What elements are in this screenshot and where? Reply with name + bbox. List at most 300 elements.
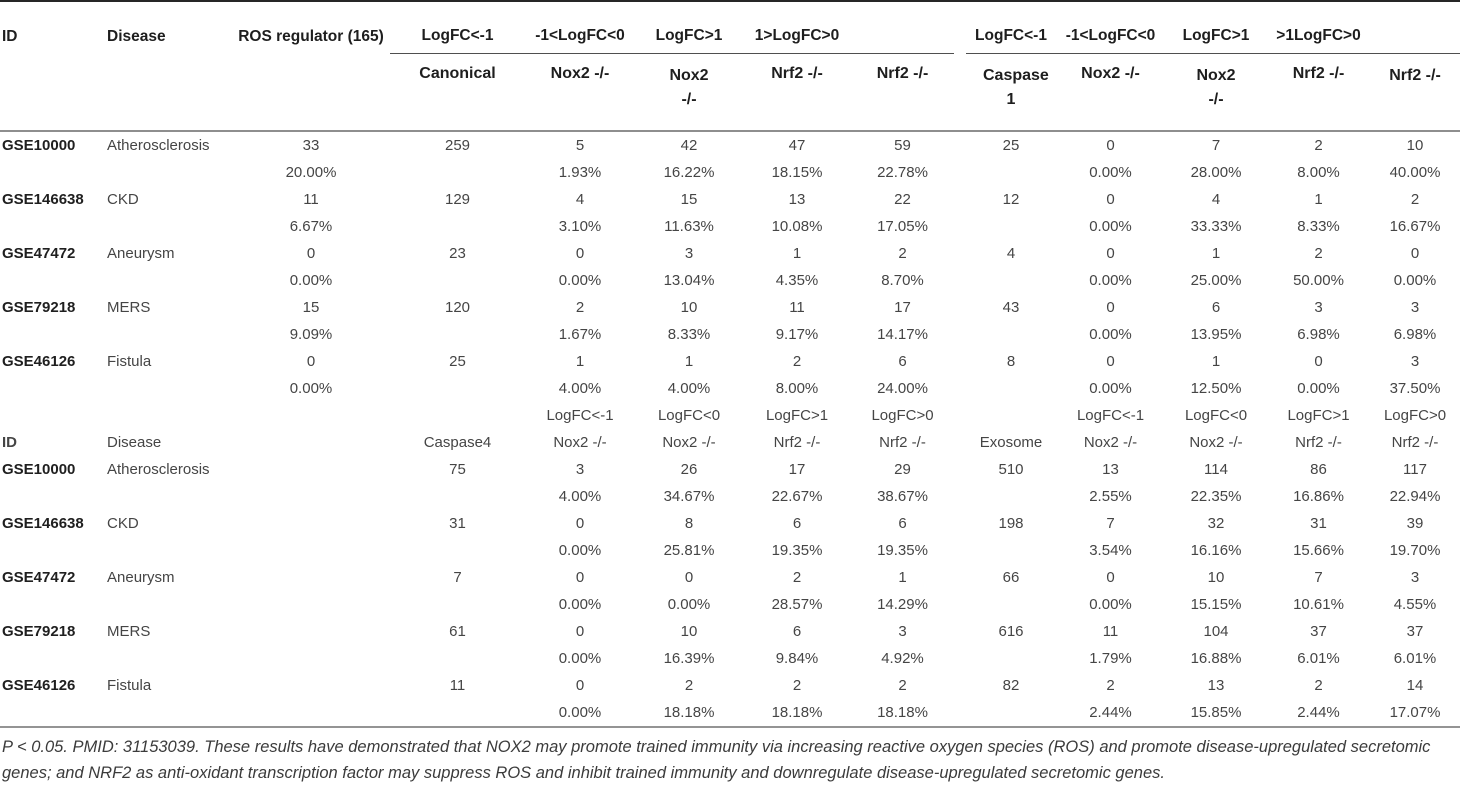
- value-cell: 0.00%: [1089, 271, 1132, 289]
- value-cell: 14: [1406, 676, 1424, 694]
- id-cell: [0, 483, 95, 510]
- id-cell: [0, 213, 95, 240]
- table-row: [0, 267, 1460, 294]
- value-cell: LogFC<0: [1184, 406, 1248, 424]
- value-cell: 16.22%: [663, 163, 715, 181]
- value-cell: 17: [894, 298, 911, 316]
- value-cell: 0: [575, 676, 585, 694]
- header-cell: [635, 54, 743, 132]
- value-cell: LogFC>1: [765, 406, 829, 424]
- value-cell: 6: [792, 622, 802, 640]
- value-cell: 10: [680, 622, 698, 640]
- value-cell: 0: [1106, 298, 1115, 316]
- id-cell: GSE10000: [2, 460, 76, 478]
- value-cell: LogFC>0: [871, 406, 934, 424]
- value-cell: [232, 699, 390, 726]
- value-cell: 120: [444, 298, 471, 316]
- disease-cell: [95, 537, 232, 564]
- value-cell: 34.67%: [663, 487, 715, 505]
- value-cell: Nrf2 -/-: [879, 433, 926, 451]
- value-cell: 11: [1102, 622, 1119, 640]
- value-cell: 7: [1211, 136, 1221, 154]
- id-cell: GSE10000: [2, 136, 76, 154]
- value-cell: 1.67%: [558, 325, 602, 343]
- value-cell: 4.00%: [667, 379, 711, 397]
- id-cell: [0, 402, 95, 429]
- value-cell: [966, 537, 1056, 564]
- value-cell: 10: [680, 298, 698, 316]
- spacer-cell: [954, 348, 966, 375]
- value-cell: 37.50%: [1389, 379, 1441, 397]
- value-cell: 37: [1310, 622, 1327, 640]
- value-cell: 18.18%: [771, 703, 823, 721]
- value-cell: 6.98%: [1297, 325, 1340, 343]
- value-cell: 6.67%: [289, 217, 333, 235]
- value-cell: 6: [792, 514, 802, 532]
- table-row: [0, 591, 1460, 618]
- value-cell: [390, 699, 525, 726]
- value-cell: 0.00%: [1089, 595, 1132, 613]
- table-row: [0, 483, 1460, 510]
- spacer-cell: [954, 672, 966, 699]
- header-cell: LogFC<-1: [390, 1, 525, 54]
- id-cell: GSE79218: [2, 622, 76, 640]
- spacer-cell: [954, 321, 966, 348]
- value-cell: 28.57%: [771, 595, 823, 613]
- id-cell: [0, 159, 95, 186]
- value-cell: 0: [1106, 568, 1115, 586]
- value-cell: 10.08%: [771, 217, 823, 235]
- id-cell: ID: [2, 27, 18, 45]
- value-cell: 1: [898, 568, 907, 586]
- header-cell: -1<LogFC<0: [1056, 1, 1165, 54]
- value-cell: 12: [1002, 190, 1020, 208]
- value-cell: 9.17%: [775, 325, 819, 343]
- value-cell: 2: [1314, 244, 1323, 262]
- disease-cell: [95, 483, 232, 510]
- value-cell: 15: [680, 190, 698, 208]
- disease-cell: [95, 267, 232, 294]
- value-cell: 18.18%: [663, 703, 715, 721]
- value-cell: 15.85%: [1190, 703, 1242, 721]
- spacer-cell: [954, 375, 966, 402]
- value-cell: 0.00%: [289, 379, 333, 397]
- value-cell: 2.44%: [1297, 703, 1340, 721]
- value-cell: 13.95%: [1190, 325, 1242, 343]
- table-row: [0, 510, 1460, 537]
- spacer-cell: [954, 402, 966, 429]
- value-cell: [390, 645, 525, 672]
- value-cell: Nrf2 -/-: [1295, 433, 1342, 451]
- value-cell: 3.10%: [558, 217, 602, 235]
- value-cell: 4.35%: [775, 271, 819, 289]
- value-cell: 24.00%: [877, 379, 928, 397]
- header-cell: [1370, 1, 1460, 54]
- id-cell: GSE146638: [2, 514, 84, 532]
- value-cell: [966, 213, 1056, 240]
- disease-cell: [95, 321, 232, 348]
- value-cell: [966, 699, 1056, 726]
- value-cell: 61: [449, 622, 466, 640]
- value-cell: [966, 321, 1056, 348]
- value-cell: 0.00%: [1089, 163, 1132, 181]
- value-cell: 7: [1314, 568, 1323, 586]
- header-cell: >1LogFC>0: [1267, 1, 1370, 54]
- value-cell: [966, 375, 1056, 402]
- value-cell: 13: [788, 190, 806, 208]
- value-cell: 3: [684, 244, 694, 262]
- value-cell: 510: [998, 460, 1024, 478]
- spacer-cell: [954, 591, 966, 618]
- value-cell: 8.00%: [1297, 163, 1340, 181]
- value-cell: 8: [1006, 352, 1016, 370]
- value-cell: 7: [453, 568, 462, 586]
- value-cell: 18.18%: [877, 703, 928, 721]
- id-cell: GSE46126: [2, 676, 76, 694]
- value-cell: 13: [1207, 676, 1225, 694]
- value-cell: [390, 213, 525, 240]
- table-row: [0, 159, 1460, 186]
- value-cell: 6: [1211, 298, 1221, 316]
- value-cell: [966, 267, 1056, 294]
- table-row: [0, 240, 1460, 267]
- value-cell: 29: [894, 460, 911, 478]
- id-cell: GSE47472: [2, 568, 76, 586]
- table-header: [0, 1, 1460, 131]
- value-cell: 0: [306, 352, 316, 370]
- value-cell: 28.00%: [1190, 163, 1242, 181]
- table-row: [0, 375, 1460, 402]
- header-cell: Nrf2 -/-: [851, 54, 954, 132]
- column-subheader: Nox2 -/-: [669, 67, 709, 108]
- value-cell: 3.54%: [1089, 541, 1132, 559]
- value-cell: [390, 321, 525, 348]
- disease-cell: Fistula: [107, 352, 152, 370]
- value-cell: 9.09%: [289, 325, 333, 343]
- table-row: [0, 456, 1460, 483]
- value-cell: 25.00%: [1190, 271, 1242, 289]
- value-cell: 16.39%: [663, 649, 715, 667]
- header-cell: LogFC<-1: [966, 1, 1056, 54]
- table-row: [0, 645, 1460, 672]
- value-cell: LogFC>1: [1287, 406, 1350, 424]
- value-cell: [232, 456, 390, 483]
- value-cell: 0.00%: [1297, 379, 1340, 397]
- table-row: [0, 429, 1460, 456]
- value-cell: 0.00%: [1089, 379, 1132, 397]
- value-cell: 0.00%: [558, 595, 602, 613]
- table-row: [0, 618, 1460, 645]
- value-cell: 616: [998, 622, 1024, 640]
- value-cell: 0.00%: [558, 271, 602, 289]
- value-cell: 22.35%: [1190, 487, 1242, 505]
- spacer-cell: [954, 213, 966, 240]
- id-cell: [0, 537, 95, 564]
- value-cell: 9.84%: [775, 649, 819, 667]
- disease-cell: [95, 699, 232, 726]
- id-cell: [0, 321, 95, 348]
- value-cell: 117: [1403, 460, 1427, 478]
- spacer-cell: [954, 564, 966, 591]
- value-cell: 32: [1207, 514, 1225, 532]
- table-row: [0, 321, 1460, 348]
- spacer-cell: [954, 159, 966, 186]
- table-row: [0, 294, 1460, 321]
- header-cell: LogFC>1: [635, 1, 743, 54]
- id-cell: GSE146638: [2, 190, 84, 208]
- value-cell: 1: [1211, 352, 1221, 370]
- value-cell: 0.00%: [667, 595, 711, 613]
- value-cell: 114: [1204, 460, 1228, 478]
- value-cell: 11: [449, 676, 466, 694]
- disease-cell: [95, 591, 232, 618]
- value-cell: 13.04%: [663, 271, 715, 289]
- value-cell: 40.00%: [1389, 163, 1441, 181]
- value-cell: 13: [1102, 460, 1119, 478]
- disease-cell: MERS: [107, 298, 151, 316]
- spacer-cell: [954, 429, 966, 456]
- value-cell: [232, 429, 390, 456]
- value-cell: 2.55%: [1089, 487, 1132, 505]
- disease-cell: [95, 645, 232, 672]
- value-cell: 1.79%: [1089, 649, 1132, 667]
- value-cell: 0: [575, 568, 585, 586]
- value-cell: 0.00%: [1393, 271, 1437, 289]
- disease-cell: Atherosclerosis: [107, 136, 210, 154]
- value-cell: 259: [444, 136, 471, 154]
- header-cell: ROS regulator (165): [238, 27, 384, 45]
- value-cell: 33: [302, 136, 320, 154]
- value-cell: 129: [444, 190, 471, 208]
- value-cell: 2: [1106, 676, 1115, 694]
- value-cell: 2.44%: [1089, 703, 1132, 721]
- disease-cell: [95, 375, 232, 402]
- value-cell: 0: [306, 244, 316, 262]
- value-cell: 31: [1310, 514, 1327, 532]
- value-cell: [966, 159, 1056, 186]
- value-cell: [232, 618, 390, 645]
- id-cell: GSE79218: [2, 298, 76, 316]
- disease-cell: Atherosclerosis: [107, 460, 210, 478]
- id-cell: [0, 591, 95, 618]
- value-cell: 16.67%: [1389, 217, 1441, 235]
- value-cell: [232, 564, 390, 591]
- value-cell: Exosome: [979, 433, 1043, 451]
- table-row: [0, 699, 1460, 726]
- value-cell: 22.78%: [877, 163, 928, 181]
- value-cell: 2: [792, 352, 802, 370]
- table-row: [0, 564, 1460, 591]
- header-row: [0, 54, 1460, 132]
- table-row: [0, 402, 1460, 429]
- value-cell: [390, 267, 525, 294]
- value-cell: 11: [789, 298, 805, 316]
- disease-cell: CKD: [107, 190, 139, 208]
- value-cell: LogFC<-1: [1076, 406, 1145, 424]
- header-cell: [966, 54, 1056, 132]
- value-cell: 104: [1203, 622, 1229, 640]
- value-cell: 8.33%: [1297, 217, 1340, 235]
- value-cell: 19.35%: [771, 541, 823, 559]
- value-cell: 3: [1410, 352, 1420, 370]
- value-cell: 0: [684, 568, 694, 586]
- value-cell: 0: [1106, 136, 1115, 154]
- value-cell: 2: [898, 676, 907, 694]
- table-row: [0, 537, 1460, 564]
- value-cell: [232, 483, 390, 510]
- value-cell: 10.61%: [1293, 595, 1344, 613]
- footnote-text: P < 0.05. PMID: 31153039. These results have demonstrated that NOX2 may promote trained immunity via increasing reactive oxygen species (ROS) and promote disease-upregulated secretomic genes; and NRF2 as anti-oxidant transcription factor may suppress ROS and inhibit trained immunity and downregulate disease-upregulated secretomic genes.: [2, 738, 1431, 782]
- value-cell: 25.81%: [663, 541, 715, 559]
- value-cell: [390, 591, 525, 618]
- id-cell: [0, 267, 95, 294]
- value-cell: 1: [792, 244, 802, 262]
- value-cell: 37: [1406, 622, 1424, 640]
- value-cell: 22: [894, 190, 911, 208]
- value-cell: 42: [680, 136, 698, 154]
- value-cell: 0.00%: [558, 703, 602, 721]
- table-footnote: [0, 726, 1460, 786]
- value-cell: 8.33%: [667, 325, 711, 343]
- value-cell: 1: [684, 352, 694, 370]
- value-cell: 10: [1207, 568, 1225, 586]
- value-cell: Nrf2 -/-: [1391, 433, 1439, 451]
- value-cell: 6: [898, 352, 907, 370]
- value-cell: [390, 483, 525, 510]
- value-cell: 4.55%: [1393, 595, 1437, 613]
- value-cell: 16.16%: [1190, 541, 1242, 559]
- value-cell: [966, 483, 1056, 510]
- value-cell: LogFC<-1: [546, 406, 614, 424]
- value-cell: 6: [898, 514, 907, 532]
- value-cell: 66: [1002, 568, 1020, 586]
- header-cell: Canonical: [390, 54, 525, 132]
- value-cell: [966, 591, 1056, 618]
- spacer-cell: [954, 456, 966, 483]
- value-cell: 86: [1310, 460, 1327, 478]
- value-cell: 0: [1314, 352, 1323, 370]
- value-cell: 19.70%: [1389, 541, 1441, 559]
- value-cell: [232, 645, 390, 672]
- value-cell: Nox2 -/-: [662, 433, 716, 451]
- value-cell: 38.67%: [877, 487, 928, 505]
- value-cell: [390, 537, 525, 564]
- header-cell: LogFC>1: [1165, 1, 1267, 54]
- value-cell: 4.92%: [881, 649, 924, 667]
- value-cell: LogFC>0: [1383, 406, 1447, 424]
- id-cell: GSE46126: [2, 352, 76, 370]
- value-cell: 17.05%: [877, 217, 928, 235]
- value-cell: 75: [449, 460, 466, 478]
- disease-cell: [95, 54, 232, 132]
- value-cell: 0: [1106, 190, 1115, 208]
- value-cell: 16.88%: [1190, 649, 1242, 667]
- id-cell: GSE47472: [2, 244, 76, 262]
- value-cell: 0: [575, 514, 585, 532]
- value-cell: 15.15%: [1190, 595, 1242, 613]
- value-cell: 25: [449, 352, 466, 370]
- value-cell: 11: [303, 190, 319, 208]
- value-cell: 43: [1002, 298, 1020, 316]
- spacer-cell: [954, 186, 966, 213]
- value-cell: Caspase4: [423, 433, 492, 451]
- value-cell: 2: [792, 568, 802, 586]
- spacer-cell: [954, 537, 966, 564]
- disease-cell: Fistula: [107, 676, 152, 694]
- value-cell: 16.86%: [1293, 487, 1344, 505]
- value-cell: 3: [575, 460, 585, 478]
- value-cell: 0.00%: [289, 271, 333, 289]
- spacer-cell: [954, 1, 966, 54]
- value-cell: 31: [449, 514, 466, 532]
- value-cell: 6.01%: [1297, 649, 1340, 667]
- value-cell: 14.17%: [877, 325, 928, 343]
- value-cell: 198: [998, 514, 1024, 532]
- spacer-cell: [954, 699, 966, 726]
- value-cell: 12.50%: [1190, 379, 1242, 397]
- table-row: [0, 348, 1460, 375]
- value-cell: [390, 375, 525, 402]
- disease-cell: [95, 402, 232, 429]
- value-cell: 8.00%: [775, 379, 819, 397]
- value-cell: 7: [1106, 514, 1115, 532]
- column-subheader: Caspase 1: [983, 67, 1049, 108]
- value-cell: 10: [1406, 136, 1424, 154]
- table-row: [0, 672, 1460, 699]
- value-cell: 5: [575, 136, 585, 154]
- header-cell: -1<LogFC<0: [525, 1, 635, 54]
- value-cell: 47: [788, 136, 806, 154]
- value-cell: 82: [1002, 676, 1020, 694]
- header-row: [0, 1, 1460, 54]
- value-cell: 2: [575, 298, 585, 316]
- value-cell: 17.07%: [1389, 703, 1441, 721]
- value-cell: 15: [302, 298, 320, 316]
- value-cell: 2: [1314, 136, 1323, 154]
- header-cell: Nrf2 -/-: [743, 54, 851, 132]
- value-cell: [966, 402, 1056, 429]
- value-cell: 17: [788, 460, 806, 478]
- value-cell: 3: [1410, 568, 1420, 586]
- value-cell: 25: [1002, 136, 1020, 154]
- disease-cell: Disease: [107, 27, 166, 45]
- value-cell: 22.67%: [771, 487, 823, 505]
- value-cell: [390, 402, 525, 429]
- header-cell: Nrf2 -/-: [1267, 54, 1370, 132]
- id-cell: [0, 645, 95, 672]
- value-cell: 8.70%: [881, 271, 924, 289]
- value-cell: [232, 402, 390, 429]
- value-cell: 39: [1406, 514, 1424, 532]
- value-cell: 15.66%: [1293, 541, 1344, 559]
- id-cell: ID: [2, 433, 17, 451]
- value-cell: 4: [1006, 244, 1016, 262]
- disease-cell: CKD: [107, 514, 139, 532]
- table-row: [0, 131, 1460, 159]
- value-cell: 0: [1106, 352, 1115, 370]
- value-cell: 20.00%: [285, 163, 337, 181]
- disease-cell: MERS: [107, 622, 151, 640]
- header-cell: Nox2 -/-: [1056, 54, 1165, 132]
- spacer-cell: [954, 131, 966, 159]
- disease-cell: [95, 213, 232, 240]
- spacer-cell: [954, 618, 966, 645]
- value-cell: 4.00%: [558, 379, 602, 397]
- value-cell: 2: [1314, 676, 1323, 694]
- value-cell: Nrf2 -/-: [773, 433, 821, 451]
- value-cell: Nox2 -/-: [1083, 433, 1138, 451]
- disease-cell: Aneurysm: [107, 568, 175, 586]
